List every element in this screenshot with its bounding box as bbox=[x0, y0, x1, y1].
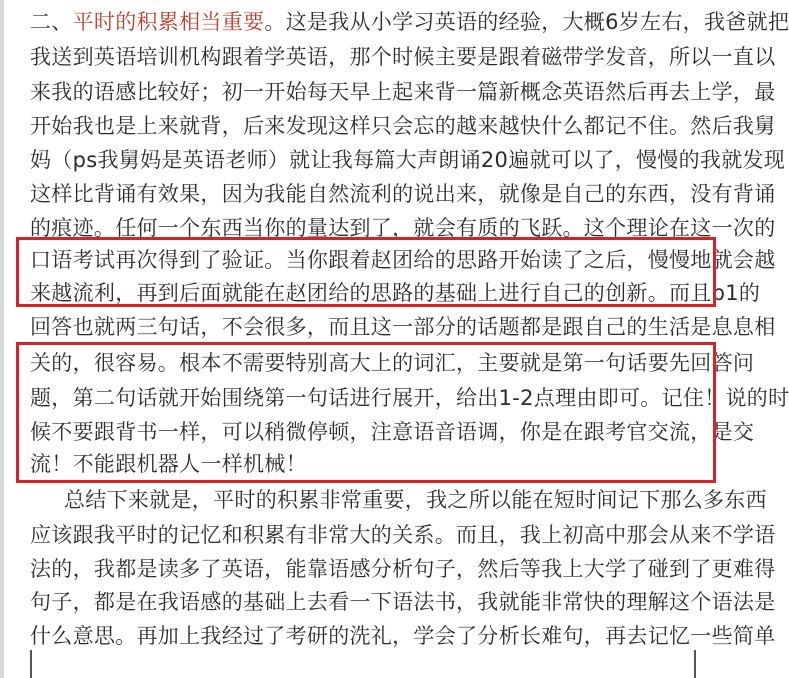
text-line: 法的，我都是读多了英语，能靠语感分析句子，然后等我上大学了碰到了更难得 bbox=[30, 557, 776, 581]
text-line: 妈（ps我舅妈是英语老师）就让我每篇大声朗诵20遍就可以了，慢慢的我就发现 bbox=[30, 148, 786, 172]
text-line: 开始我也是上来就背，后来发现这样只会忘的越来越快什么都记不住。然后我舅 bbox=[30, 114, 776, 138]
heading-prefix: 二、 bbox=[30, 10, 73, 34]
text-line: 来越流利，再到后面就能在赵团给的思路的基础上进行自己的创新。而且p1的 bbox=[30, 281, 761, 305]
text-line: 流！不能跟机器人一样机械！ bbox=[30, 452, 307, 476]
left-margin-bar bbox=[0, 0, 4, 678]
text-line: 题，第二句话就开始围绕第一句话进行展开，给出1-2点理由即可。记住！说的时 bbox=[30, 386, 789, 410]
page-corner-mark-right bbox=[694, 650, 696, 678]
heading-highlight: 平时的积累相当重要 bbox=[72, 10, 265, 34]
text-line: 句子，都是在我语感的基础上去看一下语法书，我就能非常快的理解这个语法是 bbox=[30, 590, 776, 614]
text-line: 总结下来就是，平时的积累非常重要，我之所以能在短时间记下那么多东西 bbox=[64, 488, 767, 512]
text-line: 候不要跟背书一样，可以稍微停顿，注意语音语调，你是在跟考官交流，是交 bbox=[30, 420, 755, 444]
heading-rest: 。这是我从小学习英语的经验，大概6岁左右，我爸就把 bbox=[264, 10, 789, 34]
heading-line bbox=[30, 10, 789, 34]
text-line: 这样比背诵有效果，因为我能自然流利的说出来，就像是自己的东西，没有背诵 bbox=[30, 182, 776, 206]
text-line: 的痕迹。任何一个东西当你的量达到了，就会有质的飞跃。这个理论在这一次的 bbox=[30, 216, 776, 240]
text-line: 我送到英语培训机构跟着学英语，那个时候主要是跟着磁带学发音，所以一直以 bbox=[30, 45, 776, 69]
text-line: 关的，很容易。根本不需要特别高大上的词汇，主要就是第一句话要先回答问 bbox=[30, 351, 755, 375]
text-line: 口语考试再次得到了验证。当你跟着赵团给的思路开始读了之后，慢慢地就会越 bbox=[30, 248, 776, 272]
text-line: 应该跟我平时的记忆和积累有非常大的关系。而且，我上初高中那会从来不学语 bbox=[30, 523, 776, 547]
text-line: 来我的语感比较好；初一开始每天早上起来背一篇新概念英语然后再去上学，最 bbox=[30, 80, 776, 104]
page-corner-mark-left bbox=[30, 650, 32, 678]
text-line: 什么意思。再加上我经过了考研的洗礼，学会了分析长难句，再去记忆一些简单 bbox=[30, 624, 776, 648]
text-line: 回答也就两三句话，不会很多，而且这一部分的话题都是跟自己的生活是息息相 bbox=[30, 315, 776, 339]
